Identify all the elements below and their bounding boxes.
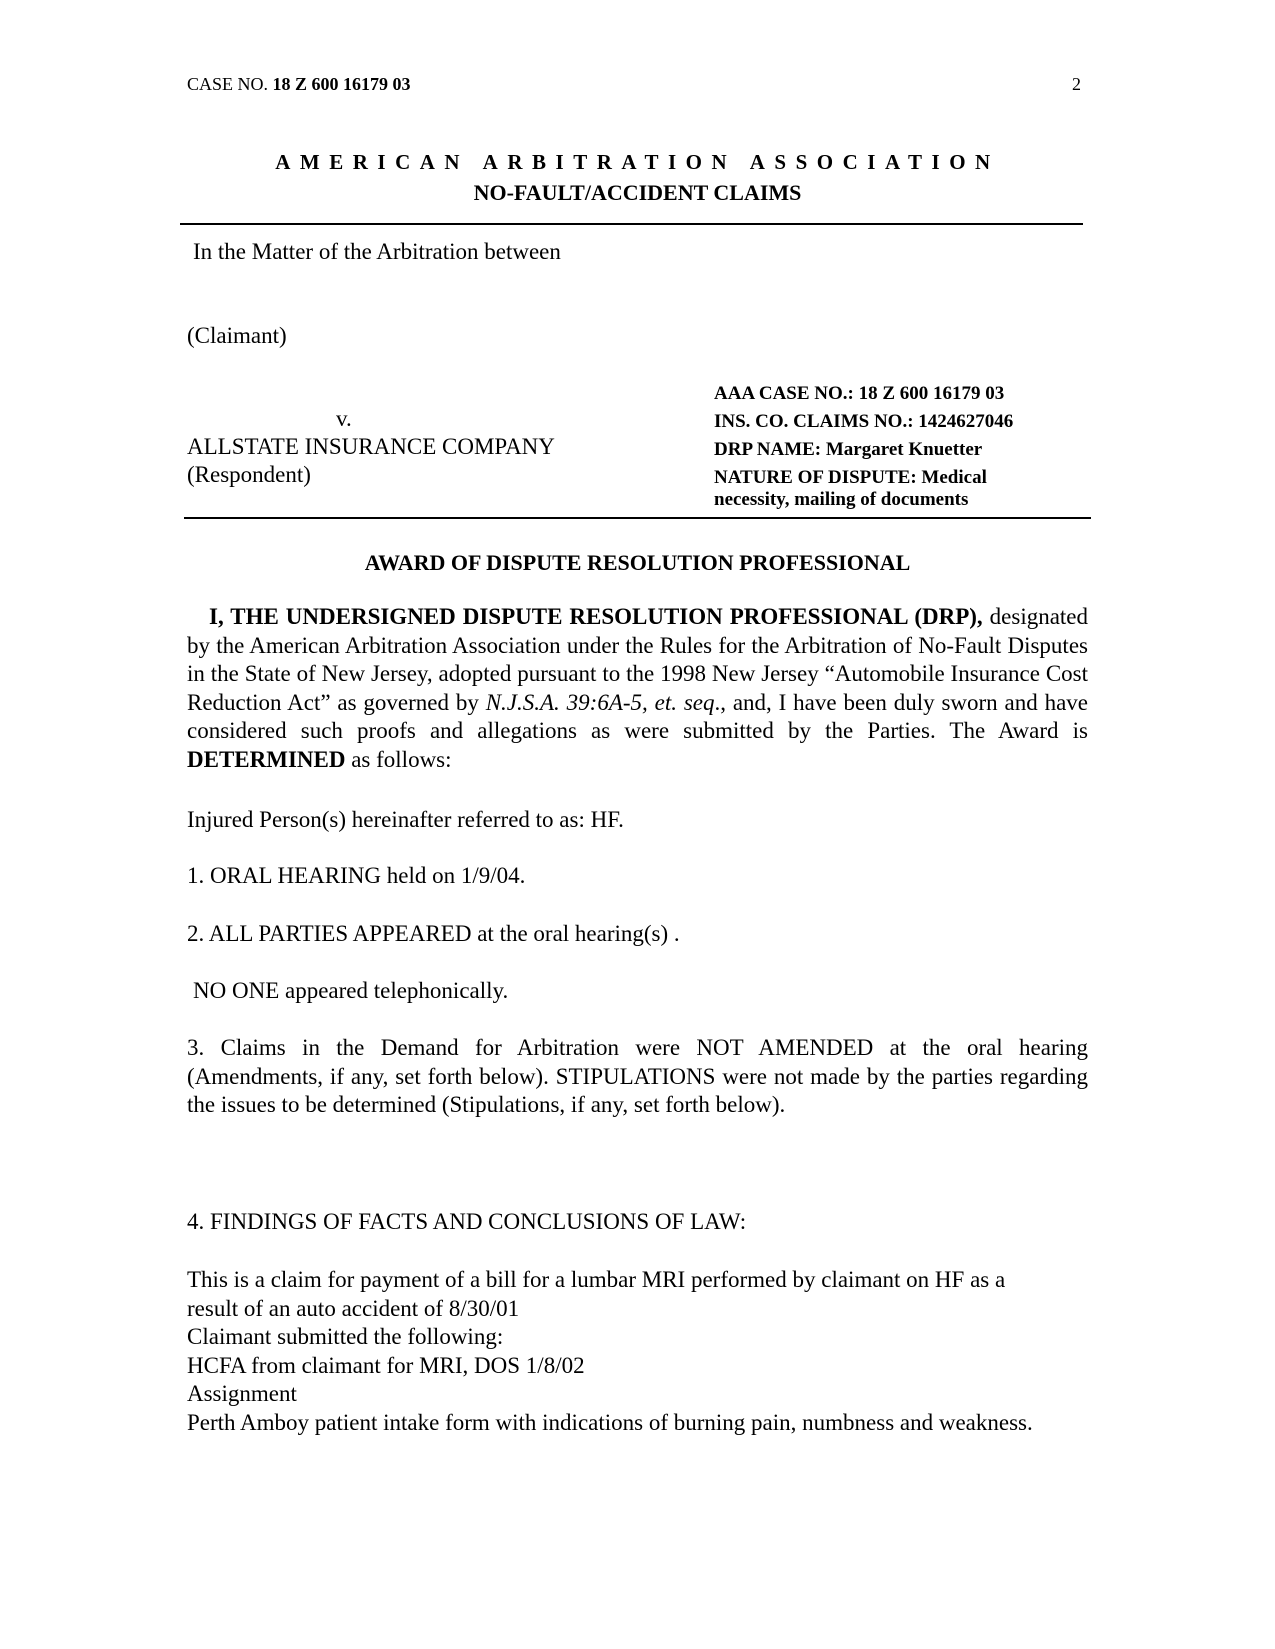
award-title: AWARD OF DISPUTE RESOLUTION PROFESSIONAL: [364, 550, 911, 575]
insurance-claims-number: INS. CO. CLAIMS NO.: 1424627046: [714, 411, 1014, 432]
header-divider: [180, 223, 1083, 225]
claim-description: [187, 1266, 1088, 1437]
case-info-block: [714, 380, 1013, 511]
claims-paragraph: 3. Claims in the Demand for Arbitration were NOT AMENDED at the oral hearing (Amendments, if any, set forth below). STIPULATIONS were not made by the parties regarding the issues to be determined (Stipulations, if any, set forth below).: [187, 1035, 1088, 1117]
claim-line: This is a claim for payment of a bill for a lumbar MRI performed by claimant on HF as a: [187, 1267, 1006, 1292]
claim-line: Assignment: [187, 1381, 297, 1406]
claimant-label: (Claimant): [187, 323, 287, 348]
claim-line: HCFA from claimant for MRI, DOS 1/8/02: [187, 1352, 585, 1378]
matter-caption: In the Matter of the Arbitration between: [193, 239, 561, 264]
drp-name: DRP NAME: Margaret Knuetter: [714, 439, 983, 460]
nature-of-dispute: NATURE OF DISPUTE: Medical: [714, 467, 987, 488]
all-parties-line: 2. ALL PARTIES APPEARED at the oral hearing(s) .: [187, 921, 680, 946]
intro-lead: I, THE UNDERSIGNED DISPUTE RESOLUTION PROFESSIONAL (DRP),: [209, 604, 983, 629]
organization-subtitle: NO-FAULT/ACCIDENT CLAIMS: [473, 180, 802, 205]
organization-name: AMERICAN ARBITRATION ASSOCIATION: [275, 150, 1000, 174]
respondent-name: ALLSTATE INSURANCE COMPANY: [187, 434, 555, 459]
case-number-header: CASE NO. 18 Z 600 16179 03: [187, 74, 411, 94]
claim-line: Perth Amboy patient intake form with indications of burning pain, numbness and weakness.: [187, 1409, 1033, 1435]
statute-citation: N.J.S.A. 39:6A-5, et. seq: [485, 689, 715, 715]
caption-divider: [184, 517, 1091, 519]
oral-hearing-line: 1. ORAL HEARING held on 1/9/04.: [187, 863, 526, 888]
findings-heading: 4. FINDINGS OF FACTS AND CONCLUSIONS OF LAW:: [187, 1209, 747, 1234]
claim-line: result of an auto accident of 8/30/01: [187, 1295, 520, 1321]
claim-line: Claimant submitted the following:: [187, 1324, 504, 1349]
respondent-label: (Respondent): [187, 462, 311, 487]
nature-of-dispute-continued: necessity, mailing of documents: [714, 489, 969, 510]
versus-label: v.: [336, 406, 352, 431]
page-number: 2: [1072, 74, 1081, 94]
injured-person-line: Injured Person(s) hereinafter referred to as: HF.: [187, 807, 624, 832]
telephonic-appearance-line: NO ONE appeared telephonically.: [193, 978, 509, 1003]
aaa-case-number: AAA CASE NO.: 18 Z 600 16179 03: [714, 383, 1005, 404]
intro-paragraph: I, THE UNDERSIGNED DISPUTE RESOLUTION PROFESSIONAL (DRP), designated by the American Arbitration Association under the Rules for the Arbitration of No-Fault Disputes in the State of New Jersey, adopted pursuant to the 1998 New Jersey “Automobile Insurance Cost Reduction Act” as governed by N.J.S.A. 39:6A-5, et. seq., and, I have been duly sworn and have considered such proofs and allegations as were submitted by the Parties. The Award is DETERMINED as follows:: [187, 604, 1089, 772]
determined-label: DETERMINED: [187, 746, 346, 772]
